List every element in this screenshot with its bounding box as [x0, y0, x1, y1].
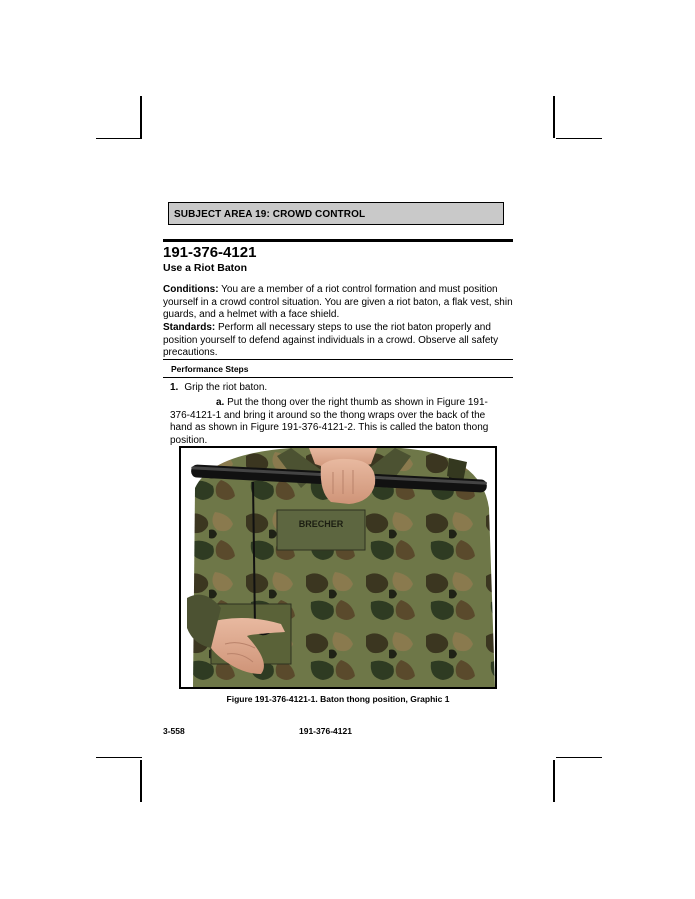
- figure-baton-thong-photo: [179, 446, 497, 689]
- performance-steps-top-rule: [163, 359, 513, 360]
- step-text: Grip the riot baton.: [184, 382, 268, 393]
- subject-area-banner: SUBJECT AREA 19: CROWD CONTROL: [168, 202, 504, 225]
- substep-a: [170, 397, 506, 447]
- conditions-label: Conditions:: [163, 284, 219, 295]
- page-number: 3-558: [163, 726, 185, 736]
- crop-mark-top-left-horizontal: [96, 138, 142, 139]
- crop-mark-bottom-left-horizontal: [96, 757, 142, 758]
- crop-mark-top-right-vertical: [553, 96, 555, 138]
- substep-text: Put the thong over the right thumb as shown in Figure 191-376-4121-1 and bring it around so the thong wraps over the back of the hand as shown in Figure 191-376-4121-2. This is called the baton thong position.: [170, 397, 489, 446]
- name-tape: BRECHER: [298, 519, 344, 529]
- step-number: 1.: [170, 382, 179, 393]
- standards-text: Perform all necessary steps to use the riot baton properly and position yourself to defend against individuals in a crowd. Observe all safety precautions.: [163, 322, 499, 359]
- standards-label: Standards:: [163, 322, 216, 333]
- soldier-photo-illustration: [181, 448, 495, 687]
- footer-task-number: 191-376-4121: [299, 726, 352, 736]
- crop-mark-bottom-right-horizontal: [556, 757, 602, 758]
- crop-mark-top-left-vertical: [140, 96, 142, 138]
- title-rule: [163, 239, 513, 242]
- crop-mark-bottom-right-vertical: [553, 760, 555, 802]
- conditions-paragraph: [163, 284, 513, 322]
- crop-mark-bottom-left-vertical: [140, 760, 142, 802]
- performance-steps-heading: Performance Steps: [171, 364, 249, 374]
- substep-letter: a.: [216, 397, 225, 408]
- standards-paragraph: [163, 322, 513, 360]
- task-title: Use a Riot Baton: [163, 262, 248, 274]
- crop-mark-top-right-horizontal: [556, 138, 602, 139]
- task-number: 191-376-4121: [163, 244, 257, 261]
- conditions-text: You are a member of a riot control formation and must position yourself in a crowd control situation. You are given a riot baton, a flak vest, shin guards, and a helmet with a face shield.: [163, 284, 513, 321]
- step-1: [170, 382, 267, 393]
- figure-caption: Figure 191-376-4121-1. Baton thong position, Graphic 1: [226, 694, 450, 704]
- performance-steps-bottom-rule: [163, 377, 513, 378]
